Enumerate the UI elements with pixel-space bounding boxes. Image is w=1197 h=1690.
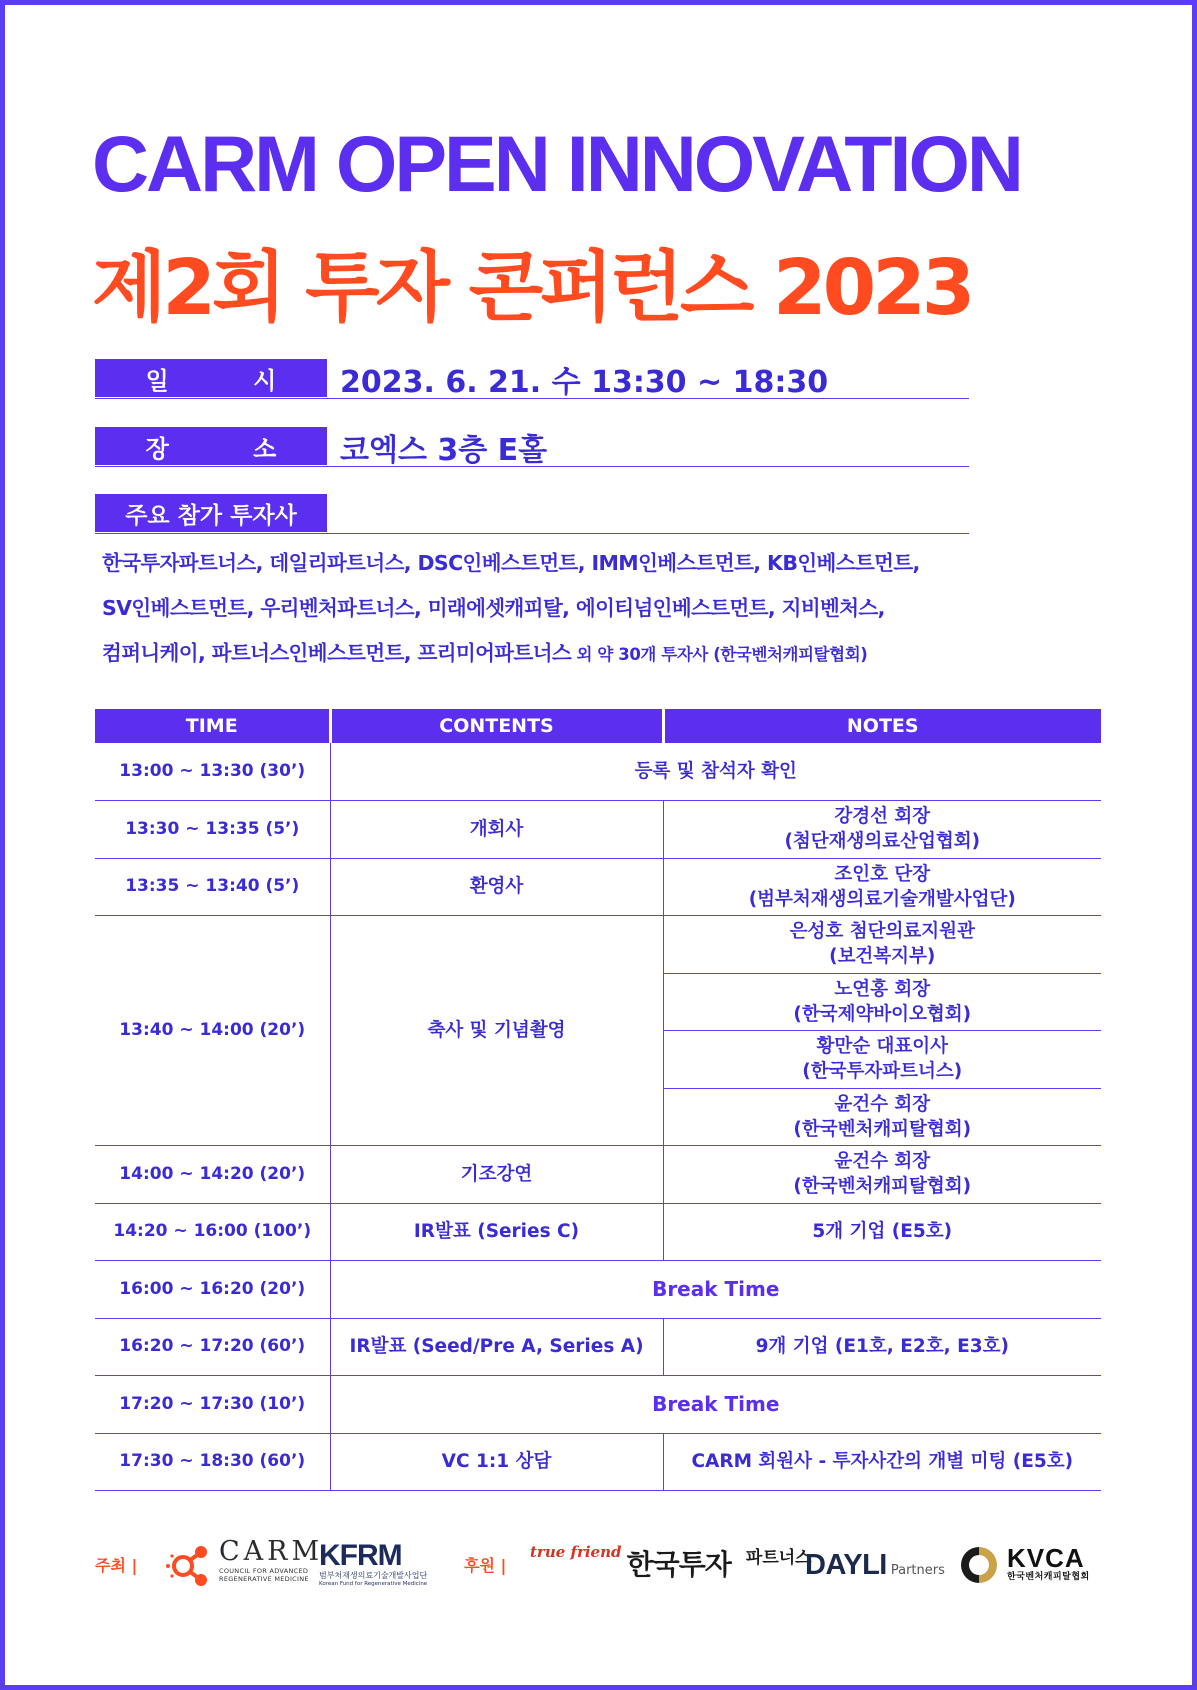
table-row — [95, 1261, 1101, 1319]
dayli-suffix: Partners — [890, 1563, 945, 1578]
note-name: 노연홍 회장 — [834, 978, 931, 1000]
korea-investment-partners-logo — [530, 1543, 812, 1583]
sponsor-label: 후원 | — [464, 1556, 507, 1575]
table-header-row — [95, 709, 1101, 743]
kfrm-sub: 범부처재생의료기술개발사업단 — [319, 1571, 428, 1580]
row-note — [663, 916, 1101, 974]
row-time: 13:35 ~ 13:40 (5’) — [95, 858, 330, 916]
carm-sub: COUNCIL FOR ADVANCED — [219, 1567, 309, 1575]
row-note: 5개 기업 (E5호) — [663, 1203, 1101, 1261]
header-contents: CONTENTS — [330, 709, 663, 743]
row-note — [663, 1088, 1101, 1146]
investors-row — [95, 494, 969, 534]
row-time: 16:20 ~ 17:20 (60’) — [95, 1318, 330, 1376]
venue-row — [95, 427, 969, 467]
row-note — [663, 1146, 1101, 1204]
investor-list — [102, 546, 1002, 681]
table-row — [95, 743, 1101, 801]
header-notes: NOTES — [663, 709, 1101, 743]
host-label: 주최 | — [95, 1556, 138, 1575]
break-time: Break Time — [330, 1376, 1101, 1434]
kvca-sub: 한국벤처캐피탈협회 — [1007, 1572, 1090, 1582]
row-note — [663, 801, 1101, 859]
note-name: 조인호 단장 — [834, 863, 931, 885]
investor-line — [102, 636, 1002, 681]
row-note — [663, 973, 1101, 1031]
header-time: TIME — [95, 709, 330, 743]
kvca-name: KVCA — [1007, 1543, 1085, 1573]
note-org: (보건복지부) — [829, 946, 936, 968]
kvca-logo-icon — [959, 1545, 999, 1585]
venue-label: 장 소 — [95, 427, 327, 465]
footer-logos — [95, 1535, 1105, 1595]
note-org: (한국투자파트너스) — [802, 1061, 963, 1083]
note-name: 은성호 첨단의료지원관 — [789, 921, 975, 943]
row-content: VC 1:1 상담 — [330, 1433, 663, 1491]
table-row — [95, 1318, 1101, 1376]
dayli-name: DAYLI — [805, 1549, 887, 1581]
row-note — [663, 858, 1101, 916]
schedule-table — [95, 709, 1101, 1491]
korea-investment-name: 한국투자 — [626, 1548, 731, 1581]
title-korean: 제2회 투자 콘퍼런스 2023 — [92, 244, 972, 333]
carm-name: CARM — [219, 1536, 324, 1567]
investor-names: 컴퍼니케이, 파트너스인베스트먼트, 프리미어파트너스 — [102, 641, 572, 665]
note-name: 황만순 대표이사 — [816, 1036, 949, 1058]
investor-suffix: 외 약 30개 투자사 (한국벤처캐피탈협회) — [571, 645, 868, 664]
date-value: 2023. 6. 21. 수 13:30 ~ 18:30 — [340, 365, 829, 400]
kvca-logo — [1007, 1545, 1090, 1583]
carm-logo — [219, 1537, 323, 1583]
date-row — [95, 359, 969, 399]
row-time: 17:20 ~ 17:30 (10’) — [95, 1376, 330, 1434]
carm-logo-icon — [163, 1539, 217, 1593]
row-note — [663, 1031, 1101, 1089]
note-name: 윤건수 회장 — [834, 1093, 931, 1115]
note-name: 강경선 회장 — [834, 806, 931, 828]
row-content: 등록 및 참석자 확인 — [330, 743, 1101, 801]
row-time: 14:00 ~ 14:20 (20’) — [95, 1146, 330, 1204]
table-row — [95, 1146, 1101, 1204]
note-org: (범부처재생의료기술개발사업단) — [748, 888, 1016, 910]
row-content: IR발표 (Seed/Pre A, Series A) — [330, 1318, 663, 1376]
table-row — [95, 1203, 1101, 1261]
korea-investment-suffix: 파트너스 — [745, 1548, 812, 1568]
dayli-partners-logo — [805, 1549, 945, 1582]
break-time: Break Time — [330, 1261, 1101, 1319]
investor-line: 한국투자파트너스, 데일리파트너스, DSC인베스트먼트, IMM인베스트먼트, KB인베스트먼트, — [102, 551, 920, 575]
venue-value: 코엑스 3층 E홀 — [340, 433, 548, 468]
note-name: 윤건수 회장 — [834, 1151, 931, 1173]
table-row — [95, 1433, 1101, 1491]
investors-label: 주요 참가 투자사 — [95, 494, 327, 532]
table-row — [95, 801, 1101, 859]
table-row — [95, 916, 1101, 974]
kfrm-logo — [319, 1541, 427, 1588]
row-content: 환영사 — [330, 858, 663, 916]
note-org: (한국벤처캐피탈협회) — [793, 1176, 972, 1198]
row-time: 14:20 ~ 16:00 (100’) — [95, 1203, 330, 1261]
note-org: (한국벤처캐피탈협회) — [793, 1118, 972, 1140]
row-time: 16:00 ~ 16:20 (20’) — [95, 1261, 330, 1319]
row-time: 17:30 ~ 18:30 (60’) — [95, 1433, 330, 1491]
row-time: 13:40 ~ 14:00 (20’) — [95, 916, 330, 1146]
kfrm-sub: Korean Fund for Regenerative Medicine — [319, 1581, 428, 1587]
carm-sub: REGENERATIVE MEDICINE — [219, 1575, 309, 1583]
row-note: 9개 기업 (E1호, E2호, E3호) — [663, 1318, 1101, 1376]
row-note: CARM 회원사 - 투자사간의 개별 미팅 (E5호) — [663, 1433, 1101, 1491]
note-org: (한국제약바이오협회) — [793, 1003, 972, 1025]
row-content: IR발표 (Series C) — [330, 1203, 663, 1261]
note-org: (첨단재생의료산업협회) — [784, 831, 981, 853]
row-content: 축사 및 기념촬영 — [330, 916, 663, 1146]
row-content: 기조강연 — [330, 1146, 663, 1204]
row-time: 13:00 ~ 13:30 (30’) — [95, 743, 330, 801]
table-row — [95, 1376, 1101, 1434]
true-friend-mark: true friend — [530, 1543, 622, 1561]
table-row — [95, 858, 1101, 916]
date-label: 일 시 — [95, 359, 327, 397]
row-time: 13:30 ~ 13:35 (5’) — [95, 801, 330, 859]
row-content: 개회사 — [330, 801, 663, 859]
kfrm-name: KFRM — [319, 1539, 402, 1572]
investor-line: SV인베스트먼트, 우리벤처파트너스, 미래에셋캐피탈, 에이티넘인베스트먼트, 지비벤처스, — [102, 596, 885, 620]
title-english: CARM OPEN INNOVATION — [92, 119, 1021, 208]
